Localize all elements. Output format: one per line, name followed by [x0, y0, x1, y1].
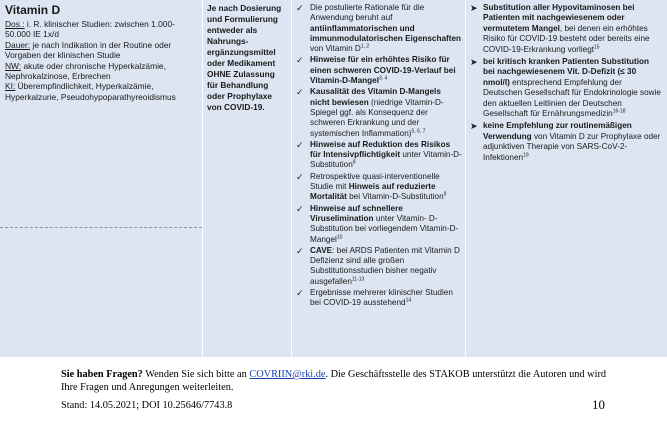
- checkmark-icon: ✓: [296, 139, 304, 150]
- evidence-list: [295, 3, 462, 309]
- drug-title: Vitamin D: [5, 3, 61, 17]
- list-item: ✓ Hinweise für ein erhöhtes Risiko für einen schweren COVID-19-Verlauf bei Vitamin-D-Mangel$^{3, 4}$: [296, 55, 456, 86]
- evidence-column: [292, 0, 465, 357]
- list-item: ✓ Hinweise auf Reduktion des Risikos für Intensivpflichtigkeit unter Vitamin-D-Substitution$^8$: [296, 139, 462, 170]
- checkmark-icon: ✓: [296, 245, 304, 256]
- duration-text: Dauer: je nach Indikation in der Routine oder Vorgaben der klinischen Studie: [5, 39, 172, 61]
- arrow-bullet-icon: ➤: [470, 3, 478, 13]
- list-item: ✓ Hinweise auf schnellere Viruselimination unter Vitamin- D-Substitution bei vorliegendem Vitamin-D-Mangel$^{10}$: [296, 203, 459, 244]
- list-item: ➤ keine Empfehlung zur routinemäßigen Verwendung von Vitamin D zur Prophylaxe oder adjunktiven Therapie von SARS-CoV-2-Infektionen$^{19}$: [470, 121, 661, 162]
- contraindications-text: KI: Überempfindlichkeit, Hyperkalzämie, Hyperkalzurie, Pseudohypoparathyreoidismus: [5, 81, 176, 102]
- list-item: ✓ Kausalität des Vitamin D-Mangels nicht bewiesen (niedrige Vitamin-D-Spiegel ggf. als Konsequenz der schweren Erkrankung und der systemischen Inflammation)$^{5, 6, 7}$: [296, 87, 444, 138]
- arrow-bullet-icon: ➤: [470, 57, 478, 68]
- checkmark-icon: ✓: [296, 55, 304, 66]
- footer-date-doi: Stand: 14.05.2021; DOI 10.25646/7743.8: [61, 400, 233, 411]
- recommendation-list: [469, 3, 663, 163]
- list-item: ✓ Ergebnisse mehrerer klinischer Studien bei COVID-19 ausstehend$^{14}$: [296, 288, 453, 308]
- checkmark-icon: ✓: [296, 203, 304, 214]
- approval-status-column: [203, 0, 291, 357]
- side-effects-text: NW: akute oder chronische Hyperkalzämie, Nephrokalzinose, Erbrechen: [5, 60, 166, 82]
- page-number: 10: [592, 397, 605, 412]
- checkmark-icon: ✓: [296, 3, 304, 13]
- dosage-text: Dos.: i. R. klinischer Studien: zwischen 1.000-50.000 IE 1x/d: [5, 19, 175, 40]
- checkmark-icon: ✓: [296, 171, 304, 182]
- email-link[interactable]: COVRIIN@rki.de: [249, 369, 326, 380]
- list-item: ➤ bei kritisch kranken Patienten Substitution bei nachgewiesenem Vit. D-Defizit (≤ 30 nmol/l) entsprechend Empfehlung der Deutschen Gesellschaft für Endokrinologie sowie den aktuellen Leitlinien der Deutschen Gesellschaft für Ernährungsmedizin$^{16-18}$: [470, 57, 661, 119]
- list-item: ✓ Retrospektive quasi-interventionelle Studie mit Hinweis auf reduzierte Mortalität bei Vitamin-D-Substitution$^9$: [296, 171, 447, 202]
- list-item: ➤ Substitution aller Hypovitaminosen bei Patienten mit nachgewiesenem oder vermutetem Mangel, bei denen ein erhöhtes Risiko für COVID-19 besteht oder bereits eine COVID-19-Erkrankung vorliegt$^{15}$: [470, 3, 650, 54]
- footer-contact: Sie haben Fragen? Wenden Sie sich bitte an COVRIIN@rki.de. Die Geschäftsstelle des STAKOB unterstützt die Autoren und wird Ihre Fragen und Anregungen weiterleiten.: [61, 369, 607, 393]
- checkmark-icon: ✓: [296, 288, 304, 299]
- list-item: ✓ CAVE: bei ARDS Patienten mit Vitamin D Defizienz sind alle großen Substitutionsstudien bisher negativ ausgefallen$^{11-13}$: [296, 245, 460, 286]
- drug-info-column: [0, 0, 202, 357]
- recommendation-column: [466, 0, 667, 357]
- arrow-bullet-icon: ➤: [470, 121, 478, 132]
- approval-status-text: Je nach Dosierung und Formulierung entweder als Nahrungs-ergänzungsmittel oder Medikament OHNE Zulassung für Behandlung oder Prophylaxe von COVID-19.: [207, 3, 282, 112]
- list-item: ✓ Die postulierte Rationale für die Anwendung beruht auf antiinflammatorischen und immunmodulatorischen Eigenschaften von Vitamin D$^{1, 2}$: [296, 3, 462, 54]
- checkmark-icon: ✓: [296, 87, 304, 98]
